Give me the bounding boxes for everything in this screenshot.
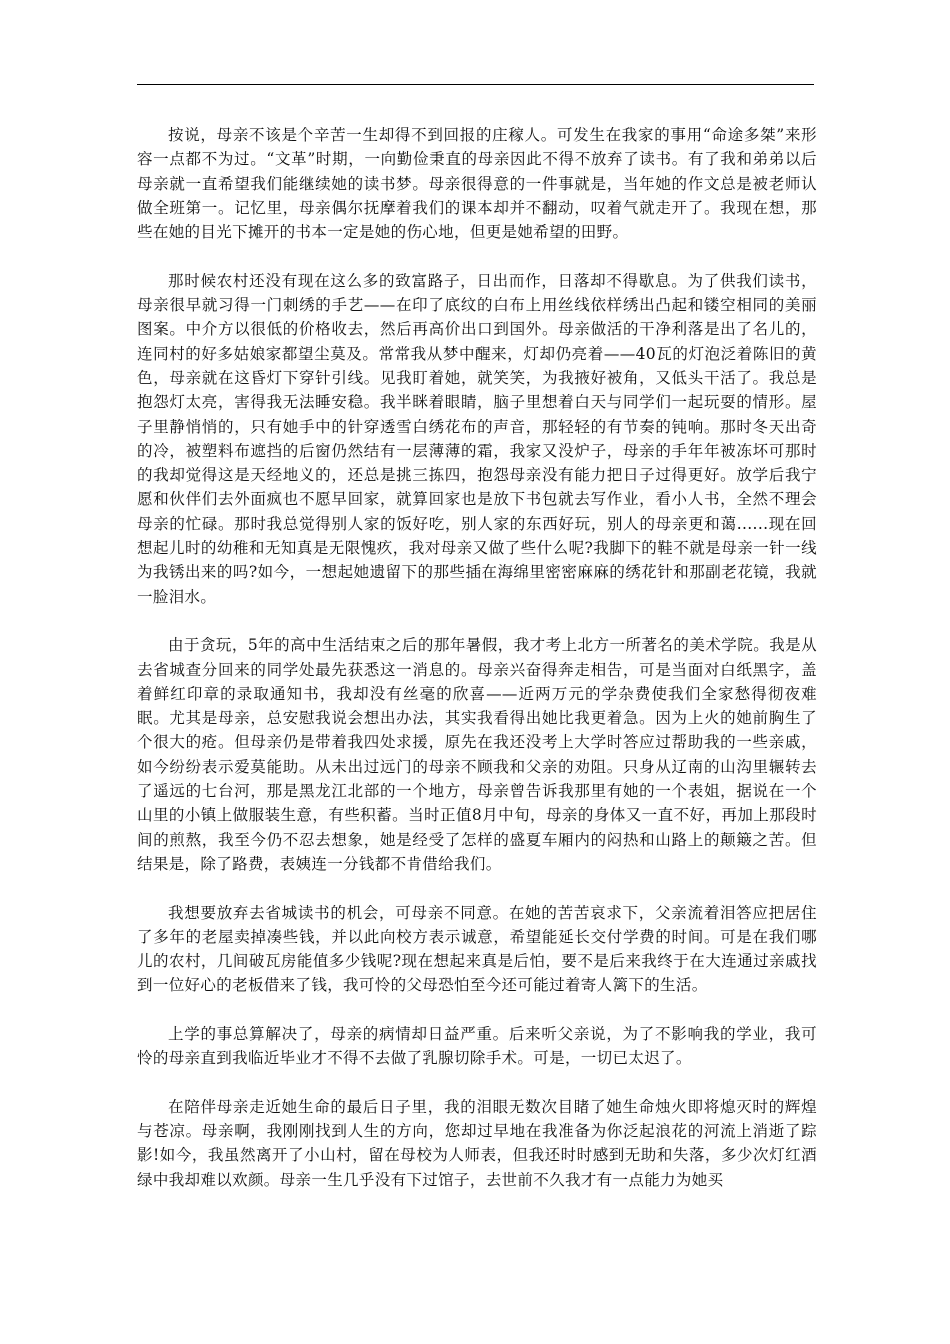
header-rule	[137, 84, 814, 85]
document-body	[137, 123, 817, 1216]
paragraph-2: 那时候农村还没有现在这么多的致富路子，日出而作，日落却不得歇息。为了供我们读书，母亲很早就习得一门刺绣的手艺——在印了底纹的白布上用丝线依样绣出凸起和镂空相同的美丽图案。中介方以很低的价格收去，然后再高价出口到国外。母亲做活的干净利落是出了名儿的，连同村的好多姑娘家都望尘莫及。常常我从梦中醒来，灯却仍亮着——40瓦的灯泡泛着陈旧的黄色，母亲就在这昏灯下穿针引线。见我盯着她，就笑笑，为我掖好被角，又低头干活了。我总是抱怨灯太亮，害得我无法睡安稳。我半眯着眼睛，脑子里想着白天与同学们一起玩耍的情形。屋子里静悄悄的，只有她手中的针穿透雪白绣花布的声音，那轻轻的有节奏的钝响。那时冬天出奇的冷，被塑料布遮挡的后窗仍然结有一层薄薄的霜，我家又没炉子，母亲的手年年被冻坏可那时的我却觉得这是天经地义的，还总是挑三拣四，抱怨母亲没有能力把日子过得更好。放学后我宁愿和伙伴们去外面疯也不愿早回家，就算回家也是放下书包就去写作业，看小人书，全然不理会母亲的忙碌。那时我总觉得别人家的饭好吃，别人家的东西好玩，别人的母亲更和蔼......现在回想起儿时的幼稚和无知真是无限愧疚，我对母亲又做了些什么呢?我脚下的鞋不就是母亲一针一线为我锈出来的吗?如今，一想起她遗留下的那些插在海绵里密密麻麻的绣花针和那副老花镜，我就一脸泪水。	[137, 271, 817, 606]
paragraph-1: 按说，母亲不该是个辛苦一生却得不到回报的庄稼人。可发生在我家的事用“命途多桀”来形容一点都不为过。“文革”时期，一向勤俭秉直的母亲因此不得不放弃了读书。有了我和弟弟以后母亲就一直希望我们能继续她的读书梦。母亲很得意的一件事就是，当年她的作文总是被老师认做全班第一。记忆里，母亲偶尔抚摩着我们的课本却并不翻动，叹着气就走开了。我现在想，那些在她的目光下摊开的书本一定是她的伤心地，但更是她希望的田野。	[137, 126, 817, 242]
paragraph-6: 在陪伴母亲走近她生命的最后日子里，我的泪眼无数次目睹了她生命烛火即将熄灭时的辉煌与苍凉。母亲啊，我刚刚找到人生的方向，您却过早地在我准备为你泛起浪花的河流上消逝了踪影!如今，我虽然离开了小山村，留在母校为人师表，但我还时时感到无助和失落，多少次灯红酒绿中我却难以欢颜。母亲一生几乎没有下过馆子，去世前不久我才有一点能力为她买	[137, 1097, 817, 1189]
paragraph-5: 上学的事总算解决了，母亲的病情却日益严重。后来听父亲说，为了不影响我的学业，我可怜的母亲直到我临近毕业才不得不去做了乳腺切除手术。可是，一切已太迟了。	[137, 1024, 817, 1068]
paragraph-3: 由于贪玩，5年的高中生活结束之后的那年暑假，我才考上北方一所著名的美术学院。我是从去省城查分回来的同学处最先获悉这一消息的。母亲兴奋得奔走相告，可是当面对白纸黑字，盖着鲜红印章的录取通知书，我却没有丝毫的欣喜——近两万元的学杂费使我们全家愁得彻夜难眠。尤其是母亲，总安慰我说会想出办法，其实我看得出她比我更着急。因为上火的她前胸生了个很大的疮。但母亲仍是带着我四处求援，原先在我还没考上大学时答应过帮助我的一些亲戚，如今纷纷表示爱莫能助。从未出过远门的母亲不顾我和父亲的劝阻。只身从辽南的山沟里辗转去了遥远的七台河，那是黑龙江北部的一个地方，母亲曾告诉我那里有她的一个表姐，据说在一个山里的小镇上做服装生意，有些积蓄。当时正值8月中旬，母亲的身体又一直不好，再加上那段时间的煎熬，我至今仍不忍去想象，她是经受了怎样的盛夏车厢内的闷热和山路上的颠簸之苦。但结果是，除了路费，表姨连一分钱都不肯借给我们。	[137, 636, 817, 873]
paragraph-4: 我想要放弃去省城读书的机会，可母亲不同意。在她的苦苦哀求下，父亲流着泪答应把居住了多年的老屋卖掉凑些钱，并以此向校方表示诚意，希望能延长交付学费的时间。可是在我们哪儿的农村，几间破瓦房能值多少钱呢?现在想起来真是后怕，要不是后来我终于在大连通过亲戚找到一位好心的老板借来了钱，我可怜的父母恐怕至今还可能过着寄人篱下的生活。	[137, 903, 817, 995]
